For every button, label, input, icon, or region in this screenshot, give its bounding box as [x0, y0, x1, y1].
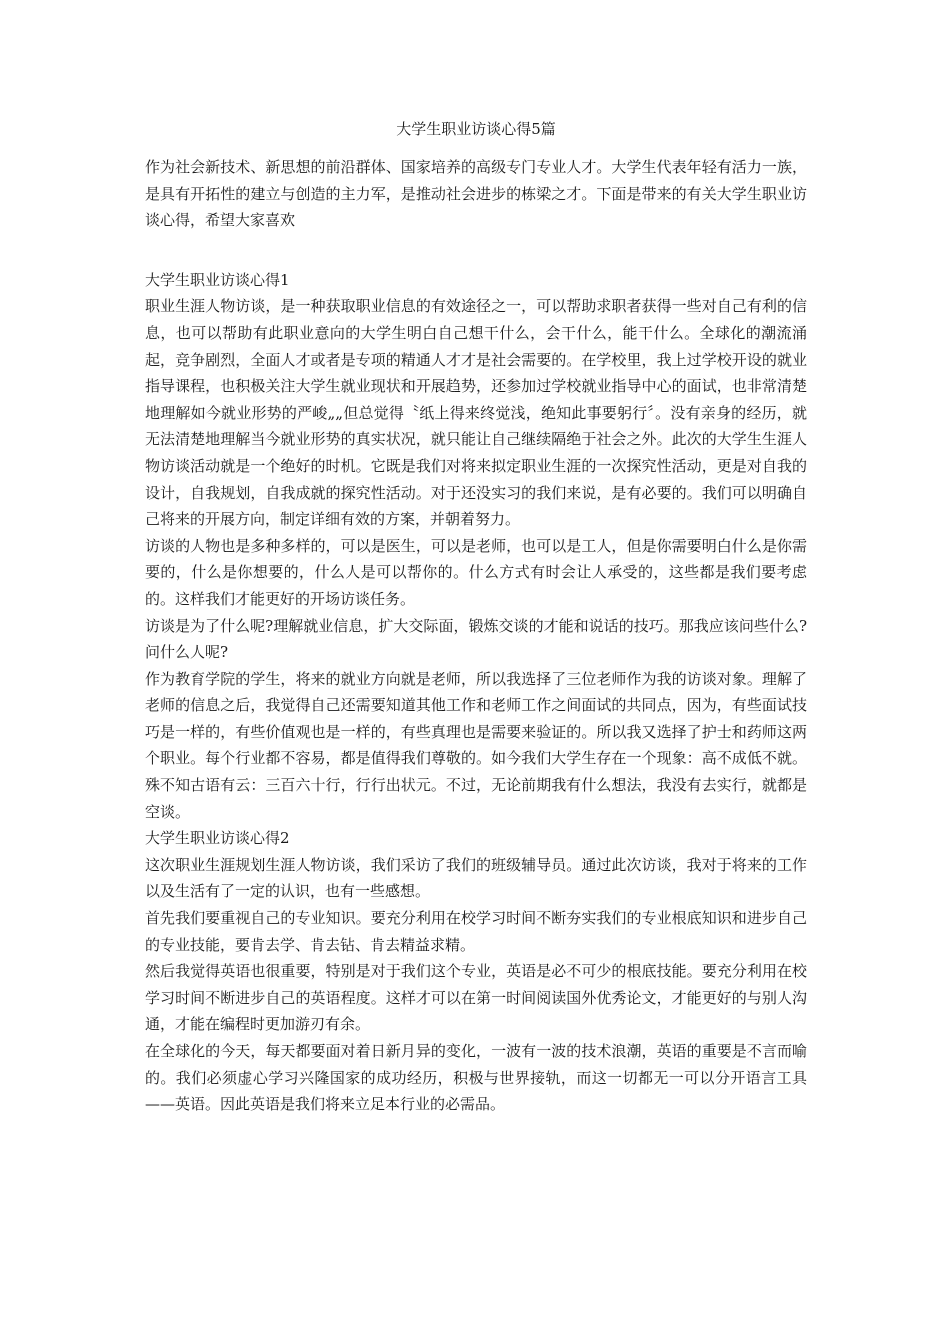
section-heading: 大学生职业访谈心得1 — [145, 270, 290, 289]
body-paragraph: 首先我们要重视自己的专业知识。要充分利用在校学习时间不断夯实我们的专业根底知识和进步自己的专业技能，要肯去学、肯去钻、肯去精益求精。 — [145, 909, 807, 954]
section-2 — [145, 825, 807, 1118]
section-gap — [145, 234, 807, 267]
body-paragraph: 然后我觉得英语也很重要，特别是对于我们这个专业，英语是必不可少的根底技能。要充分利用在校学习时间不断进步自己的英语程度。这样才可以在第一时间阅读国外优秀论文，才能更好的与别人沟通，才能在编程时更加游刃有余。 — [145, 962, 807, 1034]
document-title: 大学生职业访谈心得5篇 — [396, 120, 556, 138]
section-heading: 大学生职业访谈心得2 — [145, 829, 290, 848]
body-paragraph: 作为教育学院的学生，将来的就业方向就是老师，所以我选择了三位老师作为我的访谈对象。理解了老师的信息之后，我觉得自己还需要知道其他工作和老师工作之间面试的共同点，因为，有些面试技巧是一样的，有些价值观也是一样的，有些真理也是需要来验证的。所以我又选择了护士和药师这两个职业。每个行业都不容易，都是值得我们尊敬的。如今我们大学生存在一个现象：高不成低不就。殊不知古语有云：三百六十行，行行出状元。不过，无论前期我有什么想法，我没有去实行，就都是空谈。 — [145, 669, 807, 821]
body-paragraph: 这次职业生涯规划生涯人物访谈，我们采访了我们的班级辅导员。通过此次访谈，我对于将来的工作以及生活有了一定的认识，也有一些感想。 — [145, 855, 807, 901]
section-1 — [145, 267, 807, 825]
body-paragraph: 在全球化的今天，每天都要面对着日新月异的变化，一波有一波的技术浪潮，英语的重要是不言而喻的。我们必须虚心学习兴隆国家的成功经历，积极与世界接轨，而这一切都无一可以分开语言工具——英语。因此英语是我们将来立足本行业的必需品。 — [145, 1042, 807, 1114]
body-paragraph: 职业生涯人物访谈，是一种获取职业信息的有效途径之一，可以帮助求职者获得一些对自己有利的信息，也可以帮助有此职业意向的大学生明白自己想干什么，会干什么，能干什么。全球化的潮流涌起，竞争剧烈，全面人才或者是专项的精通人才才是社会需要的。在学校里，我上过学校开设的就业指导课程，也积极关注大学生就业现状和开展趋势，还参加过学校就业指导中心的面试，也非常清楚地理解如今就业形势的严峻„„但总觉得〝纸上得来终觉浅，绝知此事要躬行〞。没有亲身的经历，就无法清楚地理解当今就业形势的真实状况，就只能让自己继续隔绝于社会之外。此次的大学生生涯人物访谈活动就是一个绝好的时机。它既是我们对将来拟定职业生涯的一次探究性活动，更是对自我的设计，自我规划，自我成就的探究性活动。对于还没实习的我们来说，是有必要的。我们可以明确自己将来的开展方向，制定详细有效的方案，并朝着努力。 — [145, 297, 807, 529]
intro-paragraph: 作为社会新技术、新思想的前沿群体、国家培养的高级专门专业人才。大学生代表年轻有活力一族，是具有开拓性的建立与创造的主力军，是推动社会进步的栋梁之才。下面是带来的有关大学生职业访谈心得，希望大家喜欢 — [145, 158, 807, 230]
body-paragraph: 访谈是为了什么呢?理解就业信息，扩大交际面，锻炼交谈的才能和说话的技巧。那我应该问些什么?问什么人呢? — [145, 616, 807, 662]
body-paragraph: 访谈的人物也是多种多样的，可以是医生，可以是老师，也可以是工人，但是你需要明白什么是你需要的，什么是你想要的，什么人是可以帮你的。什么方式有时会让人承受的，这些都是我们要考虑的。这样我们才能更好的开场访谈任务。 — [145, 536, 807, 608]
document-page — [145, 118, 807, 1118]
